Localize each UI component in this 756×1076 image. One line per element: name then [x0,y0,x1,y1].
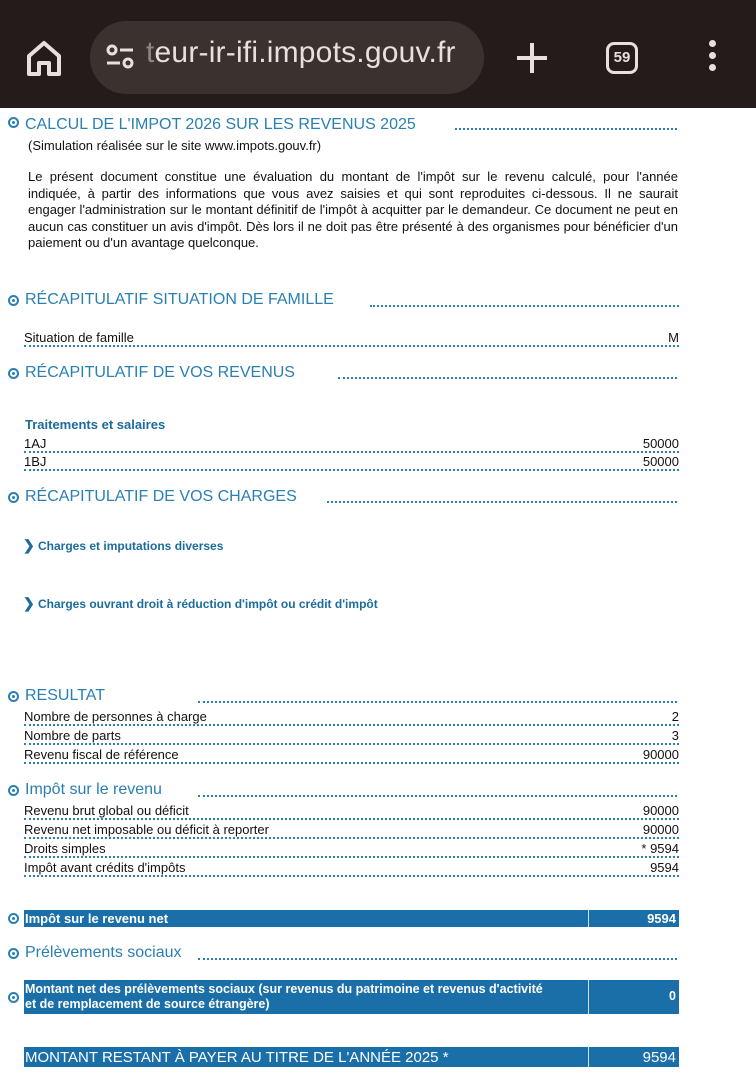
section-bullet-icon [8,117,19,128]
prelevements-net-label-line1: Montant net des prélèvements sociaux (sur revenus du patrimoine et revenus d'activité [25,982,543,996]
section-bullet-icon [8,295,19,306]
row-value: 3 [671,728,679,743]
page-title: CALCUL DE L'IMPOT 2026 SUR LES REVENUS 2025 [25,116,416,133]
prelevements-divider [198,958,677,960]
charges-divider [327,501,677,503]
row-value: 50000 [642,436,679,451]
section-bullet-icon [8,948,19,959]
prelevements-net-bar [24,980,679,1014]
total-bar [24,1047,679,1067]
total-value: 9594 [642,1049,676,1066]
table-row [24,857,679,877]
revenus-section-title: RÉCAPITULATIF DE VOS REVENUS [25,364,295,381]
chevron-right-icon: ❯ [23,537,35,553]
section-bullet-icon [8,492,19,503]
row-value: M [668,330,679,345]
resultat-divider [198,701,677,703]
row-label: Situation de famille [24,330,134,345]
row-label: Revenu fiscal de référence [24,747,179,762]
table-row [24,451,679,471]
prelevements-net-label-line2: et de remplacement de source étrangère) [25,997,270,1011]
site-settings-icon[interactable] [106,44,134,70]
revenus-divider [338,377,677,379]
home-icon[interactable] [22,36,66,80]
bar-separator [588,910,589,927]
table-row [24,706,679,726]
row-label: Nombre de parts [24,728,121,743]
famille-row [24,327,679,347]
row-label: Revenu brut global ou déficit [24,803,189,818]
famille-divider [370,305,679,307]
table-row [24,838,679,858]
prelevements-net-value: 0 [669,989,676,1003]
section-bullet-icon [8,368,19,379]
row-value: 90000 [642,747,679,762]
new-tab-plus-icon[interactable] [512,38,552,78]
prelevements-section-title: Prélèvements sociaux [25,944,182,961]
impot-net-bar [24,910,679,927]
more-menu-icon[interactable] [703,40,721,76]
impot-net-value: 9594 [647,911,676,926]
row-label: 1BJ [24,454,47,469]
title-divider [455,128,677,130]
row-value: 50000 [642,454,679,469]
bar-separator [588,1047,589,1067]
impot-section-title: Impôt sur le revenu [25,781,162,798]
table-row [24,800,679,820]
section-bullet-icon [8,785,19,796]
chevron-right-icon: ❯ [23,595,35,611]
row-label: Droits simples [24,841,106,856]
row-value: 2 [671,709,679,724]
revenus-subtitle: Traitements et salaires [25,417,166,432]
row-value: 9594 [650,860,679,875]
resultat-section-title: RESULTAT [25,687,106,704]
row-label: Nombre de personnes à charge [24,709,207,724]
simulation-subtitle: (Simulation réalisée sur le site www.impots.gouv.fr) [28,138,322,153]
charges-link-reduction[interactable]: Charges ouvrant droit à réduction d'impôt ou crédit d'impôt [38,597,378,611]
url-text[interactable]: teur-ir-ifi.impots.gouv.fr [146,36,456,69]
impot-net-label: Impôt sur le revenu net [25,911,169,926]
total-label: MONTANT RESTANT À PAYER AU TITRE DE L'ANNÉE 2025 * [25,1049,449,1066]
section-bullet-icon [8,913,19,924]
table-row [24,725,679,745]
charges-link-imputations[interactable]: Charges et imputations diverses [38,539,224,553]
table-row [24,819,679,839]
row-label: 1AJ [24,436,47,451]
tab-switcher-icon[interactable]: 59 [606,42,638,74]
famille-section-title: RÉCAPITULATIF SITUATION DE FAMILLE [25,291,334,308]
row-value: * 9594 [641,841,679,856]
charges-section-title: RÉCAPITULATIF DE VOS CHARGES [25,488,297,505]
row-label: Revenu net imposable ou déficit à reporter [24,822,269,837]
table-row [24,433,679,453]
section-bullet-icon [8,691,19,702]
row-value: 90000 [642,803,679,818]
browser-toolbar [0,0,756,108]
impot-divider [198,795,677,797]
section-bullet-icon [8,992,19,1003]
table-row [24,744,679,764]
disclaimer-paragraph: Le présent document constitue une évaluation du montant de l'impôt sur le revenu calculé, pour l'année indiquée, à partir des informations que vous avez saisies et qui sont reproduites ci-dessous. Il ne saurait engager l'administration sur le montant définitif de l'impôt à acquitter par le demandeur. Ce document ne peut en aucun cas constituer un avis d'impôt. Dès lors il ne doit pas être présenté à des organismes pour bénéficier d'un paiement ou d'un avantage quelconque. [28,169,678,250]
row-value: 90000 [642,822,679,837]
row-label: Impôt avant crédits d'impôts [24,860,186,875]
bar-separator [588,980,589,1014]
